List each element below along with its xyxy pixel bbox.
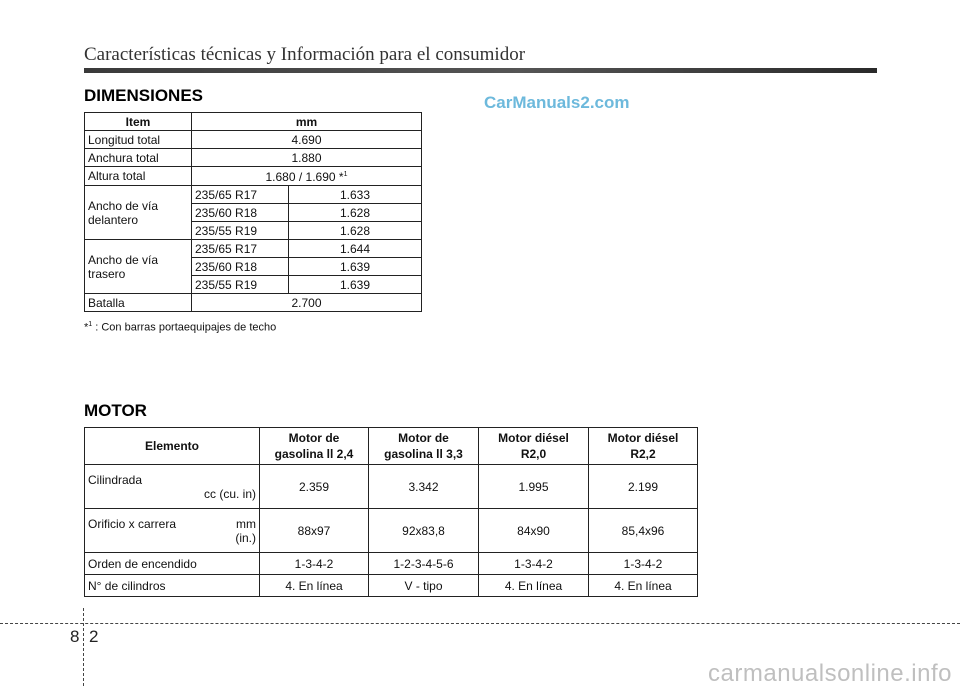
cell-value: 2.359 bbox=[260, 465, 369, 509]
dimensions-footnote: *$^1$ : Con barras portaequipajes de techo bbox=[84, 321, 277, 334]
col-header-diesel-20: Motor diésel R2,0 bbox=[479, 428, 589, 465]
table-row bbox=[85, 465, 698, 509]
cell-value: 4. En línea bbox=[589, 575, 698, 597]
tire-size: 235/60 R18 bbox=[192, 258, 289, 276]
row-value: 1.644 bbox=[289, 240, 422, 258]
chapter-number: 8 bbox=[70, 627, 80, 646]
cell-value: 1-2-3-4-5-6 bbox=[369, 553, 479, 575]
tire-size: 235/60 R18 bbox=[192, 204, 289, 222]
row-label-cilindros: N° de cilindros bbox=[85, 575, 260, 597]
row-label-orificio: Orificio x carrera mm (in.) bbox=[85, 509, 260, 553]
col-header-elemento: Elemento bbox=[85, 428, 260, 465]
table-row bbox=[85, 509, 698, 553]
header-rule bbox=[84, 68, 877, 73]
row-label-cilindrada: Cilindrada cc (cu. in) bbox=[85, 465, 260, 509]
cell-value: V - tipo bbox=[369, 575, 479, 597]
motor-table bbox=[84, 427, 698, 597]
cell-value: 92x83,8 bbox=[369, 509, 479, 553]
table-row bbox=[85, 131, 422, 149]
row-value: 1.639 bbox=[289, 258, 422, 276]
table-row bbox=[85, 294, 422, 312]
row-label-orden: Orden de encendido bbox=[85, 553, 260, 575]
cell-value: 1-3-4-2 bbox=[589, 553, 698, 575]
row-value: 1.628 bbox=[289, 204, 422, 222]
col-header-item: Item bbox=[85, 113, 192, 131]
row-value: 1.633 bbox=[289, 186, 422, 204]
row-value: 1.639 bbox=[289, 276, 422, 294]
cell-value: 1-3-4-2 bbox=[260, 553, 369, 575]
row-label: Anchura total bbox=[85, 149, 192, 167]
footer-vertical-rule bbox=[83, 608, 84, 686]
row-value: 4.690 bbox=[192, 131, 422, 149]
cell-value: 4. En línea bbox=[260, 575, 369, 597]
row-label: Altura total bbox=[85, 167, 192, 186]
cell-value: 1-3-4-2 bbox=[479, 553, 589, 575]
row-label-front-track: Ancho de vía delantero bbox=[85, 186, 192, 240]
row-value: 1.880 bbox=[192, 149, 422, 167]
cell-value: 3.342 bbox=[369, 465, 479, 509]
col-header-mm: mm bbox=[192, 113, 422, 131]
cell-value: 4. En línea bbox=[479, 575, 589, 597]
footer-rule bbox=[0, 623, 960, 624]
page-header-title: Características técnicas y Información para el consumidor bbox=[84, 44, 526, 65]
cell-value: 2.199 bbox=[589, 465, 698, 509]
table-row bbox=[85, 575, 698, 597]
tire-size: 235/55 R19 bbox=[192, 276, 289, 294]
row-label-rear-track: Ancho de vía trasero bbox=[85, 240, 192, 294]
table-row bbox=[85, 186, 422, 204]
watermark: CarManuals2.com bbox=[484, 93, 630, 112]
dimensions-title: DIMENSIONES bbox=[84, 86, 204, 105]
tire-size: 235/65 R17 bbox=[192, 240, 289, 258]
tire-size: 235/55 R19 bbox=[192, 222, 289, 240]
table-row bbox=[85, 240, 422, 258]
tire-size: 235/65 R17 bbox=[192, 186, 289, 204]
table-row bbox=[85, 149, 422, 167]
dimensions-table bbox=[84, 112, 422, 312]
page-number: 2 bbox=[89, 627, 99, 646]
cell-value: 84x90 bbox=[479, 509, 589, 553]
table-header-row bbox=[85, 113, 422, 131]
footer-watermark: carmanualsonline.info bbox=[708, 660, 952, 687]
col-header-gasoline-33: Motor de gasolina ll 3,3 bbox=[369, 428, 479, 465]
cell-value: 88x97 bbox=[260, 509, 369, 553]
row-label: Longitud total bbox=[85, 131, 192, 149]
row-value: 1.628 bbox=[289, 222, 422, 240]
cell-value: 85,4x96 bbox=[589, 509, 698, 553]
row-value: 2.700 bbox=[192, 294, 422, 312]
cell-value: 1.995 bbox=[479, 465, 589, 509]
table-row bbox=[85, 167, 422, 186]
row-value: 1.680 / 1.690 *$^1$ bbox=[192, 167, 422, 186]
table-row bbox=[85, 553, 698, 575]
motor-title: MOTOR bbox=[84, 401, 147, 420]
table-header-row bbox=[85, 428, 698, 465]
col-header-gasoline-24: Motor de gasolina ll 2,4 bbox=[260, 428, 369, 465]
col-header-diesel-22: Motor diésel R2,2 bbox=[589, 428, 698, 465]
row-label: Batalla bbox=[85, 294, 192, 312]
